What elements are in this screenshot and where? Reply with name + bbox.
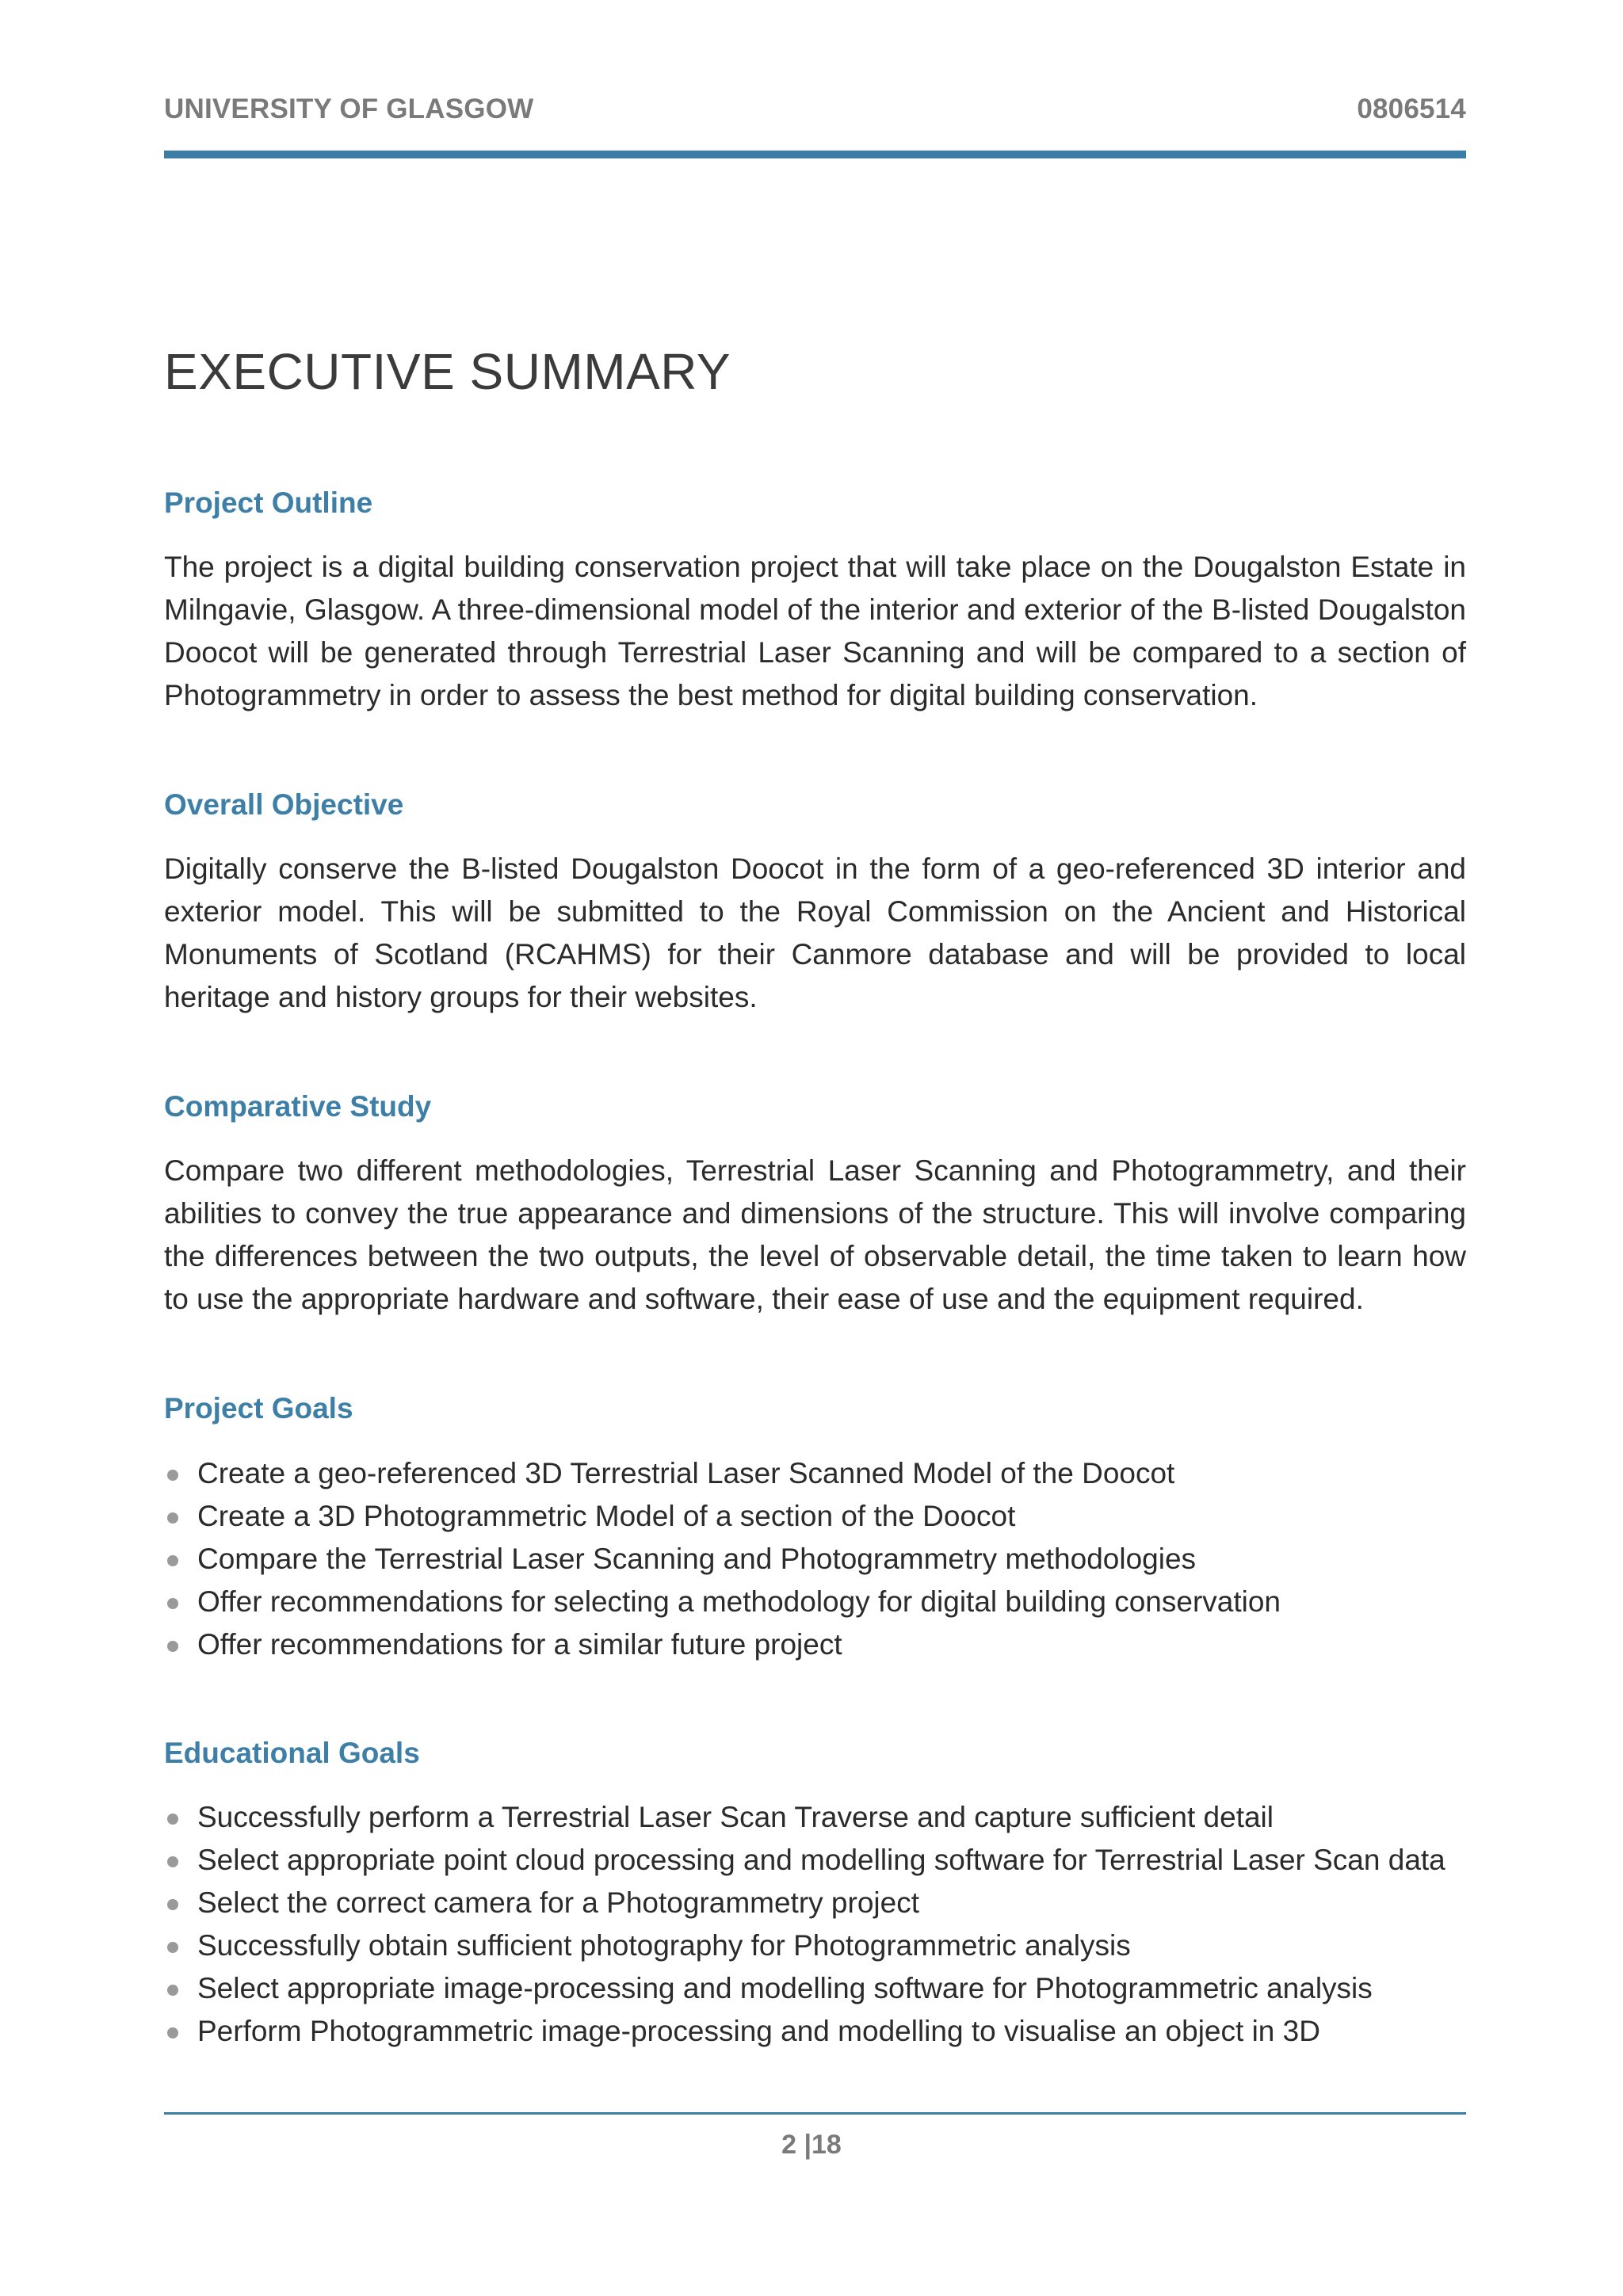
bullet-icon xyxy=(167,1942,178,1953)
list-item xyxy=(164,1924,1504,1967)
list-item xyxy=(164,1538,1504,1581)
comparative-study-heading: Comparative Study xyxy=(164,1090,432,1123)
educational-goals-list xyxy=(164,1796,1504,2053)
overall-objective-text: Digitally conserve the B-listed Dougalston Doocot in the form of a geo-referenced 3D interior and exterior model. This will be submitted to the Royal Commission on the Ancient and Historical Monuments of Scotland (RCAHMS) for their Canmore database and will be provided to local heritage and history groups for their websites. xyxy=(164,852,1466,1013)
page-title: EXECUTIVE SUMMARY xyxy=(164,343,731,400)
bullet-icon xyxy=(167,1985,178,1996)
bullet-icon xyxy=(167,1899,178,1910)
list-item xyxy=(164,1623,1504,1666)
list-item-text: Create a geo-referenced 3D Terrestrial Laser Scanned Model of the Doocot xyxy=(197,1457,1175,1489)
list-item-text: Select appropriate image-processing and modelling software for Photogrammetric analysis xyxy=(197,1972,1373,2004)
overall-objective-heading: Overall Objective xyxy=(164,788,404,821)
list-item xyxy=(164,1882,1504,1924)
header-divider xyxy=(164,151,1466,158)
bullet-icon xyxy=(167,1814,178,1825)
bullet-icon xyxy=(167,1470,178,1481)
list-item-text: Offer recommendations for a similar future project xyxy=(197,1628,842,1661)
project-goals-heading: Project Goals xyxy=(164,1392,353,1425)
page-header xyxy=(164,93,1466,138)
list-item xyxy=(164,1967,1504,2010)
list-item xyxy=(164,1581,1504,1623)
comparative-study-text: Compare two different methodologies, Terrestrial Laser Scanning and Photogrammetry, and their abilities to convey the true appearance and dimensions of the structure. This will involve comparing the differences between the two outputs, the level of observable detail, the time taken to learn how to use the appropriate hardware and software, their ease of use and the equipment required. xyxy=(164,1154,1466,1315)
header-institution: UNIVERSITY OF GLASGOW xyxy=(164,93,534,124)
bullet-icon xyxy=(167,2027,178,2039)
list-item-text: Select appropriate point cloud processing and modelling software for Terrestrial Laser Scan data xyxy=(197,1844,1445,1876)
project-outline-heading: Project Outline xyxy=(164,486,373,519)
list-item xyxy=(164,2010,1504,2053)
list-item-text: Successfully perform a Terrestrial Laser Scan Traverse and capture sufficient detail xyxy=(197,1801,1274,1833)
list-item-text: Create a 3D Photogrammetric Model of a section of the Doocot xyxy=(197,1500,1016,1532)
project-goals-list xyxy=(164,1452,1504,1666)
list-item xyxy=(164,1495,1504,1538)
footer-divider xyxy=(164,2112,1466,2115)
bullet-icon xyxy=(167,1856,178,1867)
bullet-icon xyxy=(167,1512,178,1524)
list-item-text: Select the correct camera for a Photogrammetry project xyxy=(197,1886,919,1919)
header-student-id: 0806514 xyxy=(1357,93,1466,124)
list-item xyxy=(164,1796,1504,1839)
bullet-icon xyxy=(167,1555,178,1566)
list-item xyxy=(164,1839,1504,1882)
project-outline-text: The project is a digital building conservation project that will take place on the Dougalston Estate in Milngavie, Glasgow. A three-dimensional model of the interior and exterior of the B-listed Dougalston Doocot will be generated through Terrestrial Laser Scanning and will be compared to a section of Photogrammetry in order to assess the best method for digital building conservation. xyxy=(164,551,1466,711)
list-item-text: Offer recommendations for selecting a methodology for digital building conservation xyxy=(197,1585,1281,1618)
list-item-text: Perform Photogrammetric image-processing and modelling to visualise an object in 3D xyxy=(197,2015,1320,2047)
list-item xyxy=(164,1452,1504,1495)
bullet-icon xyxy=(167,1598,178,1609)
list-item-text: Successfully obtain sufficient photography for Photogrammetric analysis xyxy=(197,1929,1131,1962)
list-item-text: Compare the Terrestrial Laser Scanning and Photogrammetry methodologies xyxy=(197,1543,1197,1575)
educational-goals-heading: Educational Goals xyxy=(164,1737,420,1769)
bullet-icon xyxy=(167,1641,178,1652)
page-number: 2 |18 xyxy=(781,2130,842,2160)
